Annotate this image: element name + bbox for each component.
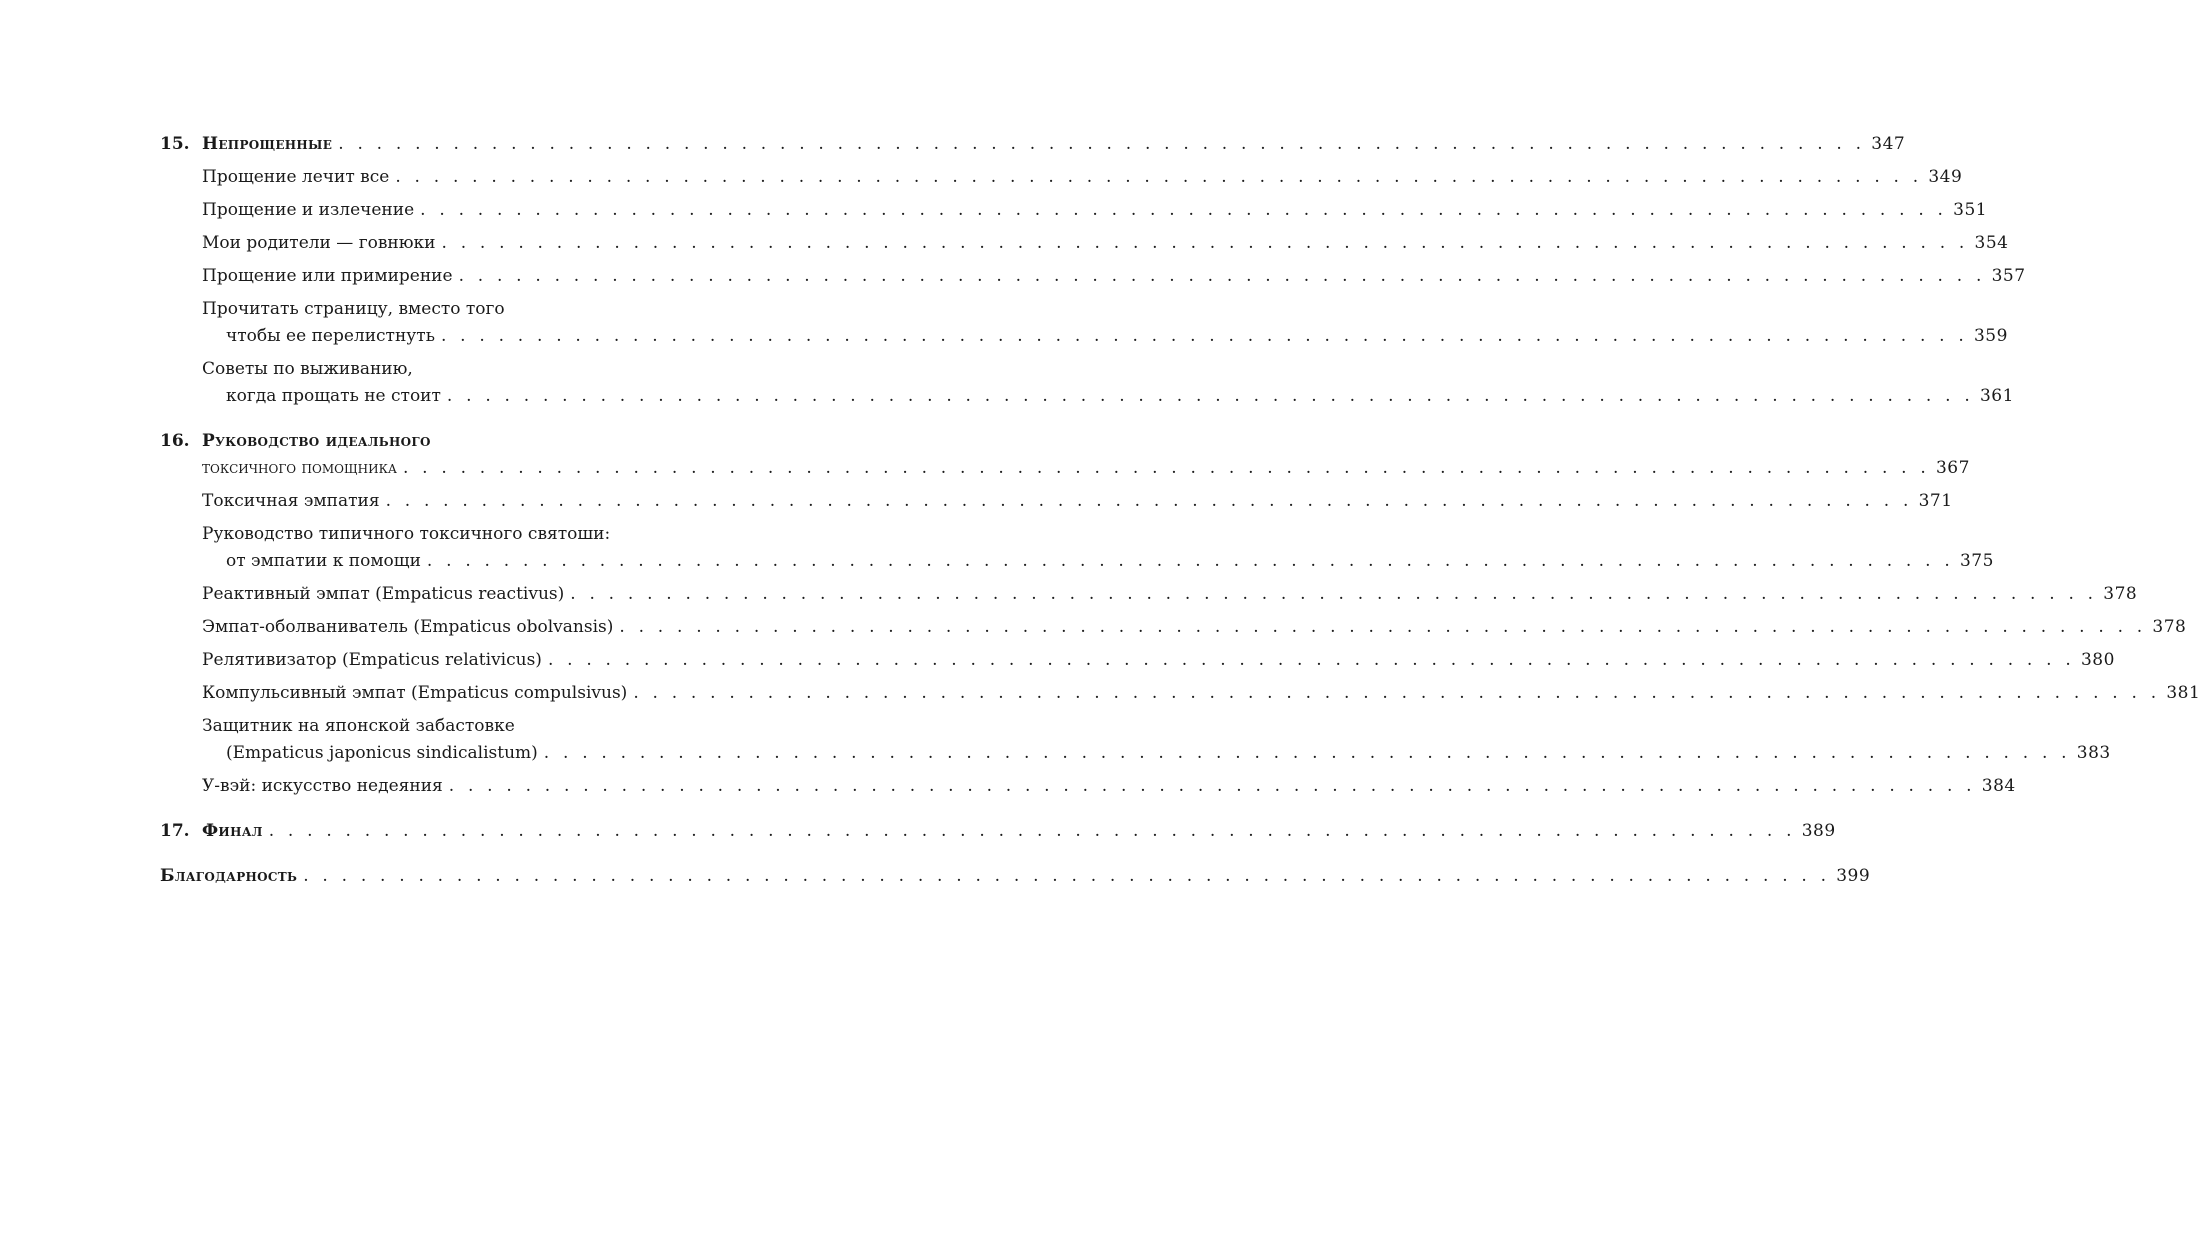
dot-leader: . . . . . . . . . . . . . . . . . . . . . . . . . . . . . . . . . . . . . . . . . . . . . . . . . . . . . . . . . . . . . . . . . . . . . . . . . . . . . . . . (385, 491, 1913, 511)
page-number: 361 (1979, 386, 2014, 406)
chapter-title: токсичного помощника (202, 458, 397, 478)
toc-entry[interactable] (160, 582, 2138, 606)
page-number: 375 (1959, 551, 1994, 571)
entry-title: Токсичная эмпатия (202, 491, 380, 511)
toc-entry[interactable] (160, 489, 1953, 513)
page-number: 380 (2080, 650, 2115, 670)
toc-entry-line2[interactable] (160, 549, 1994, 573)
toc-chapter-16-line1[interactable] (160, 429, 738, 453)
entry-title: У-вэй: искусство недеяния (202, 776, 443, 796)
page-number: 367 (1935, 458, 1970, 478)
dot-leader: . . . . . . . . . . . . . . . . . . . . . . . . . . . . . . . . . . . . . . . . . . . . . . . . . . . . . . . . . . . . . . . . . . . . . . . . . . . . . . . . (402, 458, 1930, 478)
toc-entry[interactable] (160, 198, 1988, 222)
chapter-number: 16. (160, 431, 190, 451)
dot-leader: . . . . . . . . . . . . . . . . . . . . . . . . . . . . . . . . . . . . . . . . . . . . . . . . . . . . . . . . . . . . . . . . . . . . . . . . . . . . . . . . (619, 617, 2147, 637)
dot-leader: . . . . . . . . . . . . . . . . . . . . . . . . . . . . . . . . . . . . . . . . . . . . . . . . . . . . . . . . . . . . . . . . . . . . . . . . . . . . . . . . (446, 386, 1974, 406)
entry-title: Мои родители — говнюки (202, 233, 436, 253)
page-number: 347 (1871, 134, 1906, 154)
chapter-title: Финал (202, 821, 263, 841)
toc-entry[interactable] (160, 681, 2200, 705)
page-number: 349 (1928, 167, 1963, 187)
page-number: 371 (1918, 491, 1953, 511)
page-number: 357 (1991, 266, 2026, 286)
toc-entry-line2[interactable] (160, 384, 2014, 408)
entry-title: когда прощать не стоит (226, 386, 441, 406)
entry-title: Советы по выживанию, (202, 359, 413, 379)
entry-title: от эмпатии к помощи (226, 551, 421, 571)
dot-leader: . . . . . . . . . . . . . . . . . . . . . . . . . . . . . . . . . . . . . . . . . . . . . . . . . . . . . . . . . . . . . . . . . . . . . . . . . . . . . . . . (458, 266, 1986, 286)
toc-entry-line2[interactable] (160, 741, 2111, 765)
acknowledgements-title: Благодарность (160, 866, 298, 886)
toc-entry[interactable] (160, 231, 2009, 255)
page-number: 384 (1981, 776, 2016, 796)
dot-leader: . . . . . . . . . . . . . . . . . . . . . . . . . . . . . . . . . . . . . . . . . . . . . . . . . . . . . . . . . . . . . . . . . . . . . . . . . . . . . . . . (440, 326, 1968, 346)
toc-entry[interactable] (160, 648, 2115, 672)
entry-title: Релятивизатор (Empaticus relativicus) (202, 650, 542, 670)
chapter-title: Непрощенные (202, 134, 333, 154)
entry-title: Реактивный эмпат (Empaticus reactivus) (202, 584, 565, 604)
toc-entry-line2[interactable] (160, 324, 2008, 348)
entry-title: чтобы ее перелистнуть (226, 326, 435, 346)
dot-leader: . . . . . . . . . . . . . . . . . . . . . . . . . . . . . . . . . . . . . . . . . . . . . . . . . . . . . . . . . . . . . . . . . . . . . . . . . . . . . . . . (395, 167, 1923, 187)
toc-chapter-16-line2[interactable] (160, 456, 1970, 480)
dot-leader: . . . . . . . . . . . . . . . . . . . . . . . . . . . . . . . . . . . . . . . . . . . . . . . . . . . . . . . . . . . . . . . . . . . . . . . . . . . . . . . . (426, 551, 1954, 571)
toc-entry[interactable] (160, 264, 2026, 288)
page-number: 389 (1801, 821, 1836, 841)
dot-leader: . . . . . . . . . . . . . . . . . . . . . . . . . . . . . . . . . . . . . . . . . . . . . . . . . . . . . . . . . . . . . . . . . . . . . . . . . . . . . . . . (303, 866, 1831, 886)
page-number: 383 (2076, 743, 2111, 763)
page-number: 351 (1953, 200, 1988, 220)
entry-title: Прощение лечит все (202, 167, 390, 187)
chapter-title: Руководство идеального (202, 431, 431, 451)
toc-entry-line1[interactable] (160, 522, 780, 546)
entry-title: Защитник на японской забастовке (202, 716, 515, 736)
toc-entry[interactable] (160, 165, 1963, 189)
page-number: 378 (2103, 584, 2138, 604)
page-number: 381 (2166, 683, 2200, 703)
page-number: 378 (2152, 617, 2187, 637)
toc-entry-line1[interactable] (160, 714, 780, 738)
entry-title: Компульсивный эмпат (Empaticus compulsivus) (202, 683, 628, 703)
chapter-number: 15. (160, 134, 190, 154)
dot-leader: . . . . . . . . . . . . . . . . . . . . . . . . . . . . . . . . . . . . . . . . . . . . . . . . . . . . . . . . . . . . . . . . . . . . . . . . . . . . . . . . (338, 134, 1866, 154)
page-number: 399 (1836, 866, 1871, 886)
dot-leader: . . . . . . . . . . . . . . . . . . . . . . . . . . . . . . . . . . . . . . . . . . . . . . . . . . . . . . . . . . . . . . . . . . . . . . . . . . . . . . . . (441, 233, 1969, 253)
chapter-number: 17. (160, 821, 190, 841)
toc-chapter-15[interactable] (160, 132, 1906, 156)
entry-title: Руководство типичного токсичного святоши: (202, 524, 611, 544)
page-number: 359 (1973, 326, 2008, 346)
entry-title: Эмпат-оболваниватель (Empaticus obolvansis) (202, 617, 614, 637)
entry-title: (Empaticus japonicus sindicalistum) (226, 743, 538, 763)
toc-entry[interactable] (160, 615, 2187, 639)
toc-acknowledgements[interactable] (160, 864, 1871, 888)
entry-title: Прощение и излечение (202, 200, 415, 220)
dot-leader: . . . . . . . . . . . . . . . . . . . . . . . . . . . . . . . . . . . . . . . . . . . . . . . . . . . . . . . . . . . . . . . . . . . . . . . . . . . . . . . . (547, 650, 2075, 670)
page-number: 354 (1974, 233, 2009, 253)
toc-entry-line1[interactable] (160, 357, 780, 381)
entry-title: Прощение или примирение (202, 266, 453, 286)
entry-title: Прочитать страницу, вместо того (202, 299, 505, 319)
dot-leader: . . . . . . . . . . . . . . . . . . . . . . . . . . . . . . . . . . . . . . . . . . . . . . . . . . . . . . . . . . . . . . . . . . . . . . . . . . . . . . . . (543, 743, 2071, 763)
dot-leader: . . . . . . . . . . . . . . . . . . . . . . . . . . . . . . . . . . . . . . . . . . . . . . . . . . . . . . . . . . . . . . . . . . . . . . . . . . . . . . . . (570, 584, 2098, 604)
dot-leader: . . . . . . . . . . . . . . . . . . . . . . . . . . . . . . . . . . . . . . . . . . . . . . . . . . . . . . . . . . . . . . . . . . . . . . . . . . . . . . . . (448, 776, 1976, 796)
dot-leader: . . . . . . . . . . . . . . . . . . . . . . . . . . . . . . . . . . . . . . . . . . . . . . . . . . . . . . . . . . . . . . . . . . . . . . . . . . . . . . . . (268, 821, 1796, 841)
toc-chapter-17[interactable] (160, 819, 1836, 843)
toc-entry-line1[interactable] (160, 297, 780, 321)
dot-leader: . . . . . . . . . . . . . . . . . . . . . . . . . . . . . . . . . . . . . . . . . . . . . . . . . . . . . . . . . . . . . . . . . . . . . . . . . . . . . . . . (420, 200, 1948, 220)
toc-entry[interactable] (160, 774, 2016, 798)
dot-leader: . . . . . . . . . . . . . . . . . . . . . . . . . . . . . . . . . . . . . . . . . . . . . . . . . . . . . . . . . . . . . . . . . . . . . . . . . . . . . . . . (633, 683, 2161, 703)
